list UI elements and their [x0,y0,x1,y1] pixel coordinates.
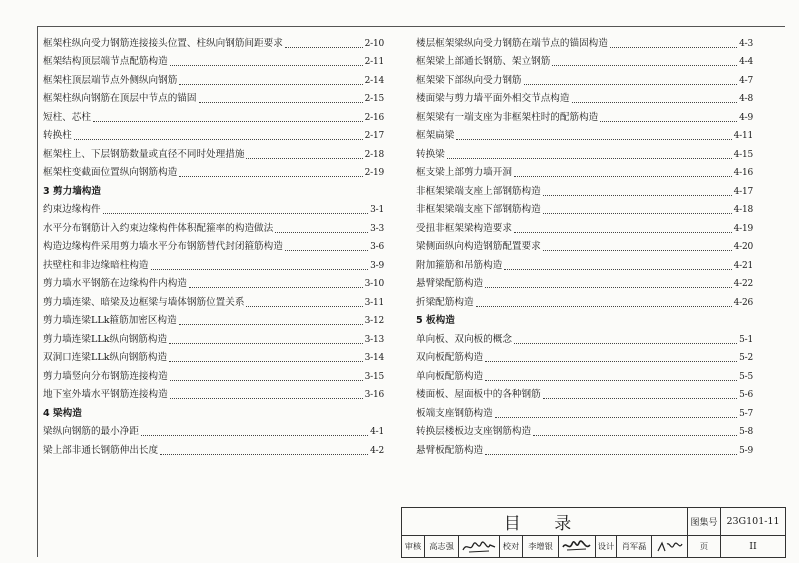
toc-column-right [416,31,753,457]
entry-title: 框架梁上部通长钢筋、架立钢筋 [416,56,551,67]
entry-page-number: 3-16 [364,390,384,400]
toc-entry [43,31,384,50]
entry-page-number: 4-8 [739,94,753,104]
toc-entry [416,124,753,143]
entry-title: 悬臂板配筋构造 [416,444,484,456]
toc-entry [43,346,384,365]
toc-entry [43,235,384,254]
entry-title: 受扭非框架梁构造要求 [416,222,512,234]
entry-page-number: 4-7 [739,75,753,86]
entry-title: 单向板配筋构造 [416,370,484,382]
entry-title: 框支梁上部剪力墙开洞 [416,167,512,178]
entry-title: 非框架梁端支座下部钢筋构造 [416,204,541,215]
dot-leader [514,176,732,177]
entry-title: 框架柱纵向钢筋在顶层中节点的锚固 [43,93,197,104]
toc-entry [416,179,753,198]
toc-entry [43,87,384,106]
review-label: 审核 [402,536,425,557]
entry-page-number: 3-3 [370,223,384,234]
toc-entry [416,438,753,457]
entry-title: 楼面板、屋面板中的各种钢筋 [416,389,541,400]
title-block-top-row [402,508,785,536]
reviewer-name: 高志强 [425,536,459,557]
toc-entry [416,142,753,161]
title-block-sign-row [402,536,785,557]
entry-page-number: 4-3 [739,38,753,49]
toc-entry [416,272,753,291]
entry-title: 短柱、芯柱 [43,111,91,123]
entry-page-number: 4-15 [733,149,753,160]
toc-entry [416,420,753,439]
entry-page-number: 5-8 [739,427,753,437]
entry-page-number: 4-2 [370,445,384,456]
entry-page-number: 2-19 [364,168,384,178]
toc-entry [43,420,384,439]
dot-leader [275,232,368,233]
entry-page-number: 5-9 [739,445,753,456]
entry-title: 水平分布钢筋计入约束边缘构件体积配箍率的构造做法 [43,222,274,234]
entry-page-number: 5-5 [739,371,753,382]
entry-title: 悬臂梁配筋构造 [416,278,484,289]
entry-page-number: 4-4 [739,57,753,67]
toc-entry [43,364,384,383]
entry-title: 梁侧面纵向构造钢筋配置要求 [416,241,541,252]
entry-page-number: 4-16 [733,168,753,178]
designer-signature [652,536,688,557]
entry-page-number: 2-16 [364,112,384,123]
entry-title: 框架柱上、下层钢筋数量或直径不同时处理措施 [43,148,245,160]
dot-leader [552,65,737,66]
toc-entry [43,253,384,272]
toc-entry [43,161,384,180]
checker-signature [559,536,596,557]
dot-leader [246,306,362,307]
entry-page-number: 3-1 [370,205,384,215]
entry-title: 非框架梁端支座上部钢筋构造 [416,185,541,197]
dot-leader [476,306,732,307]
entry-title: 单向板、双向板的概念 [416,333,512,345]
toc-entry [416,401,753,420]
dot-leader [160,454,368,455]
entry-page-number: 3-6 [370,242,384,252]
toc-entry [416,68,753,87]
dot-leader [456,139,731,140]
entry-title: 框架梁有一端支座为非框架柱时的配筋构造 [416,111,599,123]
toc-entry [43,50,384,69]
toc-entry [416,161,753,180]
toc-entry [416,105,753,124]
dot-leader [93,121,363,122]
entry-title: 双洞口连梁LLk纵向钢筋构造 [43,352,168,363]
entry-title: 地下室外墙水平钢筋连接构造 [43,389,168,400]
dot-leader [285,250,368,251]
entry-page-number: 3-10 [364,279,384,289]
dot-leader [485,287,731,288]
entry-page-number: 2-11 [364,57,384,67]
toc-entry [43,198,384,217]
entry-title: 楼面梁与剪力墙平面外相交节点构造 [416,93,570,104]
toc-entry [416,290,753,309]
toc-entry [416,383,753,402]
toc-entry [43,272,384,291]
entry-title: 楼层框架梁纵向受力钢筋在端节点的锚固构造 [416,37,608,49]
dot-leader [189,287,363,288]
entry-page-number: 2-10 [364,38,384,49]
dot-leader [179,176,362,177]
entry-page-number: 4-17 [733,186,753,197]
entry-page-number: 4-26 [733,297,753,308]
toc-entry [416,198,753,217]
toc-entry [43,68,384,87]
dot-leader [151,269,369,270]
entry-page-number: 3-11 [364,297,384,308]
toc-entry [43,383,384,402]
entry-title: 框架柱顶层端节点外侧纵向钢筋 [43,74,178,86]
entry-title: 转换梁 [416,148,445,160]
entry-title: 剪力墙连梁LLk箍筋加密区构造 [43,315,177,326]
entry-title: 剪力墙连梁LLk纵向钢筋构造 [43,333,168,345]
entry-title: 转换层楼板边支座钢筋构造 [416,426,532,437]
entry-page-number: 2-18 [364,149,384,160]
entry-page-number: 4-18 [733,205,753,215]
dot-leader [495,417,737,418]
entry-page-number: 5-2 [739,353,753,363]
toc-entry [43,438,384,457]
dot-leader [170,398,363,399]
entry-title: 框架结构顶层端节点配筋构造 [43,56,168,67]
entry-title: 扶壁柱和非边缘暗柱构造 [43,259,149,271]
dot-leader [246,158,362,159]
dot-leader [485,361,737,362]
page-number: II [749,541,757,552]
entry-page-number: 4-9 [739,112,753,123]
dot-leader [485,454,737,455]
toc-entry [43,309,384,328]
dot-leader [533,435,737,436]
toc-entry [416,31,753,50]
entry-page-number: 3-9 [370,260,384,271]
toc-entry [43,142,384,161]
toc-section-heading [43,401,384,420]
toc-entry [43,216,384,235]
dot-leader [543,398,737,399]
checker-name: 李增银 [523,536,559,557]
section-title: 3 剪力墙构造 [43,185,101,197]
entry-title: 剪力墙连梁、暗梁及边框梁与墙体钢筋位置关系 [43,296,245,308]
toc-section-heading [43,179,384,198]
entry-title: 双向板配筋构造 [416,352,484,363]
entry-page-number: 4-20 [733,242,753,252]
drawing-title: 目 录 [402,508,688,535]
entry-page-number: 3-12 [364,316,384,326]
entry-title: 附加箍筋和吊筋构造 [416,259,503,271]
entry-title: 框架梁下部纵向受力钢筋 [416,74,522,86]
dot-leader [179,324,363,325]
entry-title: 框架柱纵向受力钢筋连接接头位置、柱纵向钢筋间距要求 [43,37,283,49]
entry-page-number: 4-22 [733,279,753,289]
dot-leader [514,343,737,344]
dot-leader [543,195,732,196]
entry-title: 剪力墙竖向分布钢筋连接构造 [43,370,168,382]
toc-entry [416,50,753,69]
entry-page-number: 5-1 [739,334,753,345]
atlas-no: 23G101-11 [726,516,780,527]
dot-leader [170,65,363,66]
toc-column-left [43,31,384,457]
toc-entry [43,290,384,309]
section-title: 4 梁构造 [43,407,82,419]
dot-leader [169,361,362,362]
entry-page-number: 5-6 [739,390,753,400]
entry-title: 梁上部非通长钢筋伸出长度 [43,444,159,456]
dot-leader [179,84,362,85]
entry-page-number: 4-19 [733,223,753,234]
entry-title: 转换柱 [43,130,72,141]
check-label: 校对 [500,536,523,557]
toc-entry [43,124,384,143]
dot-leader [543,213,732,214]
entry-page-number: 2-17 [364,131,384,141]
dot-leader [74,139,363,140]
entry-page-number: 4-1 [370,427,384,437]
toc-entry [416,346,753,365]
page-label: 页 [688,536,721,557]
toc-section-heading [416,309,753,328]
entry-page-number: 3-15 [364,371,384,382]
dot-leader [141,435,368,436]
dot-leader [169,343,362,344]
toc-entry [416,364,753,383]
dot-leader [199,102,363,103]
toc-entry [416,87,753,106]
entry-page-number: 5-7 [739,408,753,419]
design-label: 设计 [596,536,617,557]
entry-page-number: 3-14 [364,353,384,363]
toc-entry [416,235,753,254]
entry-title: 板端支座钢筋构造 [416,407,493,419]
dot-leader [170,380,363,381]
toc-entry [43,105,384,124]
entry-title: 构造边缘构件采用剪力墙水平分布钢筋替代封闭箍筋构造 [43,241,283,252]
title-block [401,507,786,558]
section-title: 5 板构造 [416,315,455,326]
toc-entry [416,327,753,346]
entry-page-number: 4-21 [733,260,753,271]
toc-entry [416,253,753,272]
dot-leader [610,47,737,48]
dot-leader [514,232,732,233]
entry-title: 框架扁梁 [416,130,455,141]
designer-name: 肖军磊 [617,536,652,557]
entry-title: 梁纵向钢筋的最小净距 [43,426,139,437]
dot-leader [504,269,731,270]
entry-title: 框架柱变截面位置纵向钢筋构造 [43,167,178,178]
entry-page-number: 3-13 [364,334,384,345]
entry-title: 约束边缘构件 [43,204,101,215]
dot-leader [572,102,738,103]
toc-entry [416,216,753,235]
dot-leader [485,380,737,381]
entry-page-number: 4-11 [733,131,753,141]
entry-page-number: 2-15 [364,94,384,104]
dot-leader [103,213,369,214]
atlas-no-label: 图集号 [688,508,721,535]
toc-entry [43,327,384,346]
dot-leader [285,47,363,48]
dot-leader [447,158,732,159]
entry-title: 折梁配筋构造 [416,296,474,308]
dot-leader [524,84,738,85]
reviewer-signature [459,536,500,557]
entry-page-number: 2-14 [364,75,384,86]
dot-leader [600,121,737,122]
entry-title: 剪力墙水平钢筋在边缘构件内构造 [43,278,187,289]
dot-leader [543,250,732,251]
